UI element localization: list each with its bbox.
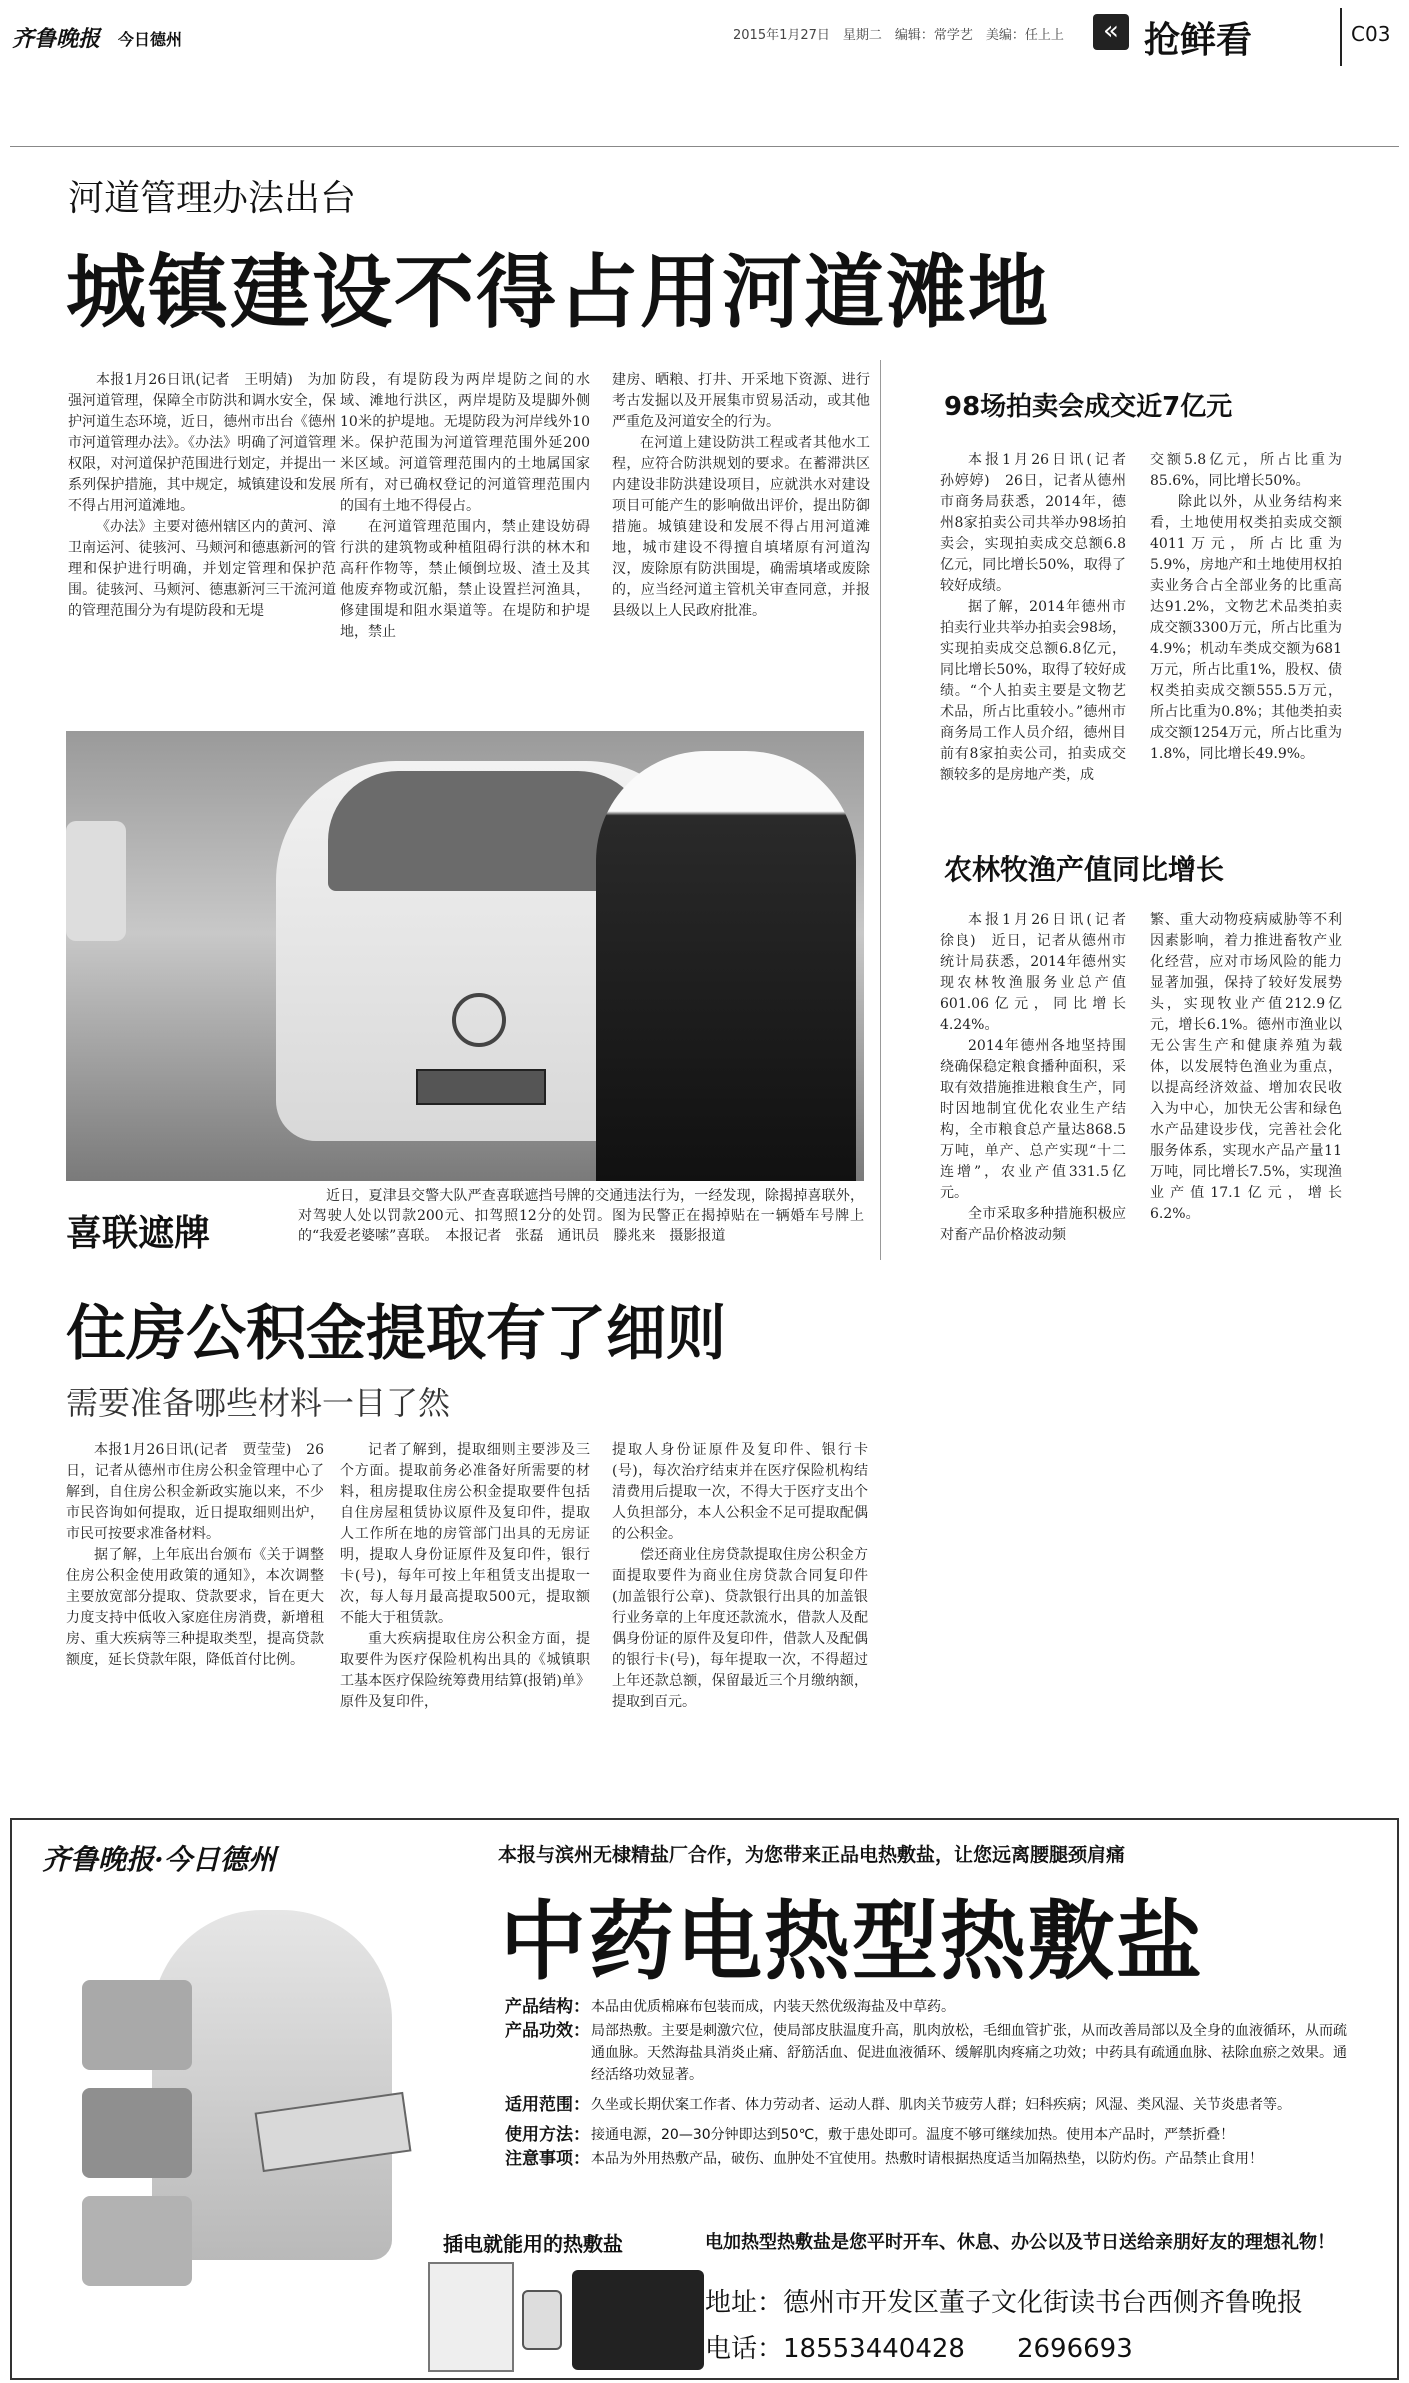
auction-col-2 — [1150, 450, 1342, 765]
date-line: 2015年1月27日 星期二 编辑：常学艺 美编：任上上 — [733, 28, 1064, 43]
spec-label: 使用方法： — [505, 2125, 590, 2145]
fund-headline: 住房公积金提取有了细则 — [66, 1299, 726, 1369]
agri-paragraph: 本报1月26日讯(记者 徐良) 近日，记者从德州市统计局获悉，2014年德州实现农林牧渔服务业总产值601.06亿元，同比增长4.24%。 — [940, 912, 1140, 1033]
plug-caption: 插电就能用的热敷盐 — [443, 2232, 623, 2256]
fund-paragraph: 记者了解到，提取细则主要涉及三个方面。提取前务必准备好所需要的材料，租房提取住房公积金提取要件包括自住房屋租赁协议原件及复印件，提取人工作所在地的房管部门出具的无房证明，提取人身份证原件及复印件，银行卡(号)，每年可按上年租赁支出提取一次，每人每月最高提取500元，提取额不能大于租赁款。 — [340, 1442, 590, 1626]
spec-text: 接通电源，20—30分钟即达到50℃，敷于患处即可。温度不够可继续加热。使用本产品时，严禁折叠！ — [591, 2127, 1235, 2143]
lead-col-3 — [612, 370, 870, 622]
lead-headline: 城镇建设不得占用河道滩地 — [66, 246, 1050, 339]
spec-row — [505, 2020, 1357, 2086]
spec-row — [505, 2094, 1357, 2116]
ad-address: 地址：德州市开发区董子文化街读书台西侧齐鲁晚报 — [705, 2288, 1304, 2318]
spec-row — [505, 2124, 1357, 2146]
ad-intro: 本报与滨州无棣精盐厂合作，为您带来正品电热敷盐，让您远离腰腿颈肩痛 — [498, 1844, 1126, 1866]
lead-col-2 — [340, 370, 590, 643]
spec-text: 久坐或长期伏案工作者、体力劳动者、运动人群、肌肉关节疲劳人群；妇科疾病；风湿、类风湿、关节炎患者等。 — [591, 2097, 1291, 2113]
header-divider — [1340, 8, 1342, 66]
fund-subhead: 需要准备哪些材料一目了然 — [66, 1384, 451, 1422]
power-controller — [522, 2290, 562, 2350]
left-car — [66, 821, 126, 941]
auction-paragraph: 交额5.8亿元，所占比重为85.6%，同比增长50%。 — [1150, 452, 1342, 489]
paper-logo: 齐鲁晚报 — [12, 26, 101, 52]
lead-kicker: 河道管理办法出台 — [68, 178, 357, 219]
spec-row — [505, 1996, 1357, 2018]
ad-thumb-back — [82, 2088, 192, 2178]
spec-text: 本品由优质棉麻布包装而成，内装天然优级海盐及中草药。 — [591, 1999, 955, 2015]
spec-text: 本品为外用热敷产品，破伤、血肿处不宜使用。热敷时请根据热度适当加隔热垫，以防灼伤。产品禁止食用！ — [591, 2151, 1263, 2167]
auction-paragraph: 除此以外，从业务结构来看，土地使用权类拍卖成交额4011万元，所占比重为5.9%，房地产和土地使用权拍卖业务合占全部业务的比重高达91.2%，文物艺术品类拍卖成交额3300万元，所占比重为4.9%；机动车类成交额为681万元，所占比重1%，股权、债权类拍卖成交额555.5万元，所占比重为0.8%；其他类拍卖成交额1254万元，所占比重为1.8%，同比增长49.9%。 — [1150, 494, 1342, 762]
section-name: 抢鲜看 — [1144, 20, 1253, 61]
auction-col-1 — [940, 450, 1140, 786]
spec-row — [505, 2148, 1357, 2170]
auction-headline: 98场拍卖会成交近7亿元 — [944, 392, 1233, 422]
fund-paragraph: 据了解，上年底出台颁布《关于调整住房公积金使用政策的通知》，本次调整主要放宽部分提取、贷款要求，旨在更大力度支持中低收入家庭住房消费，新增租房、重大疾病等三种提取类型，提高贷款额度，延长贷款年限，降低首付比例。 — [66, 1547, 324, 1668]
lead-paragraph: 在河道上建设防洪工程或者其他水工程，应符合防洪规划的要求。在蓄滞洪区内建设非防洪建设项目，应就洪水对建设项目可能产生的影响做出评价，提出防御措施。城镇建设和发展不得占用河道滩地，城市建设不得擅自填堵原有河道沟汊，废除原有防洪围堤，确需填堵或废除的，应当经河道主管机关审查同意，并报县级以上人民政府批准。 — [612, 435, 870, 619]
ad-title: 中药电热型热敷盐 — [500, 1892, 1204, 1992]
fund-col-1 — [66, 1440, 324, 1671]
auction-paragraph: 据了解，2014年德州市拍卖行业共举办拍卖会98场，实现拍卖成交总额6.8亿元，同比增长50%，取得了较好成绩。“个人拍卖主要是文物艺术品，所占比重较小。”德州市商务局工作人员介绍，德州目前有8家拍卖公司，拍卖成交额较多的是房地产类，成 — [940, 599, 1126, 783]
photo-title: 喜联遮牌 — [66, 1213, 211, 1254]
lead-paragraph: 在河道管理范围内，禁止建设妨碍行洪的建筑物或种植阻碍行洪的林木和高秆作物等，禁止倾倒垃圾、渣土及其他废弃物或沉船，禁止设置拦河渔具，修建围堤和阻水渠道等。在堤防和护堤地，禁止 — [340, 519, 590, 640]
ad-thumb-knee — [82, 1980, 192, 2070]
page-header — [0, 0, 1409, 70]
heat-pad — [572, 2270, 704, 2370]
fund-paragraph: 提取人身份证原件及复印件、银行卡(号)，每次治疗结束并在医疗保险机构结清费用后提取一次，不得大于医疗支出个人负担部分，本人公积金不足可提取配偶的公积金。 — [612, 1442, 868, 1542]
ad-brand: 齐鲁晚报·今日德州 — [42, 1843, 276, 1876]
spec-label: 产品功效： — [505, 2021, 590, 2041]
agri-col-1 — [940, 910, 1140, 1246]
agri-paragraph: 2014年德州各地坚持围绕确保稳定粮食播种面积，采取有效措施推进粮食生产，同时因地制宜优化农业生产结构，全市粮食总产量达868.5万吨，单产、总产实现“十二连增”，农业产值331.5亿元。 — [940, 1038, 1126, 1201]
photo-caption — [298, 1186, 864, 1246]
lead-paragraph: 建房、晒粮、打井、开采地下资源、进行考古发掘以及开展集市贸易活动，或其他严重危及河道安全的行为。 — [612, 372, 870, 430]
spec-text: 局部热敷。主要是刺激穴位，使局部皮肤温度升高，肌肉放松，毛细血管扩张，从而改善局部以及全身的血液循环，从而疏通血脉。天然海盐具消炎止痛、舒筋活血、促进血液循环、缓解肌肉疼痛之功效；中药具有疏通血脉、祛除血瘀之效果。通经活络功效显著。 — [591, 2023, 1347, 2083]
header-rule — [10, 146, 1399, 147]
lead-col-1 — [68, 370, 336, 622]
spec-label: 注意事项： — [505, 2149, 590, 2169]
agri-paragraph: 繁、重大动物疫病威胁等不利因素影响，着力推进畜牧产业化经营，应对市场风险的能力显著加强，保持了较好发展势头，实现牧业产值212.9亿元，增长6.1%。德州市渔业以无公害生产和健康养殖为载体，以发展特色渔业为重点，以提高经济效益、增加农民收入为中心，加快无公害和绿色水产品建设步伐，完善社会化服务体系，实现水产品产量11万吨，同比增长7.5%，实现渔业产值17.1亿元，增长6.2%。 — [1150, 912, 1342, 1222]
caption-text: 近日，夏津县交警大队严查喜联遮挡号牌的交通违法行为，一经发现，除揭掉喜联外，对驾驶人处以罚款200元、扣驾照12分的处罚。图为民警正在揭掉贴在一辆婚车号牌上的“我爱老婆嗦”喜联。 本报记者 张磊 通讯员 滕兆来 摄影报道 — [298, 1188, 864, 1244]
product-box — [428, 2262, 514, 2372]
fund-paragraph: 偿还商业住房贷款提取住房公积金方面提取要件为商业住房贷款合同复印件(加盖银行公章)、贷款银行出具的加盖银行业务章的上年度还款流水，借款人及配偶身份证的原件及复印件，借款人及配偶的银行卡(号)，每年提取一次，不得超过上年还款总额，保留最近三个月缴纳额，提取到百元。 — [612, 1547, 868, 1710]
spec-label: 适用范围： — [505, 2095, 590, 2115]
fund-col-2 — [340, 1440, 590, 1713]
news-photo — [66, 731, 864, 1181]
auction-paragraph: 本报1月26日讯(记者 孙婷婷) 26日，记者从德州市商务局获悉，2014年，德州8家拍卖公司共举办98场拍卖会，实现拍卖成交总额6.8亿元，同比增长50%，取得了较好成绩。 — [940, 452, 1140, 594]
advertisement — [10, 1818, 1399, 2380]
column-divider — [880, 360, 881, 1260]
ad-slogan: 电加热型热敷盐是您平时开车、休息、办公以及节日送给亲朋好友的理想礼物！ — [705, 2232, 1335, 2253]
fund-paragraph: 本报1月26日讯(记者 贾莹莹) 26日，记者从德州市住房公积金管理中心了解到，自住房公积金新政实施以来，不少市民咨询如何提取，近日提取细则出炉，市民可按要求准备材料。 — [66, 1442, 324, 1542]
spec-label: 产品结构： — [505, 1997, 590, 2017]
edition-name: 今日德州 — [118, 30, 183, 49]
lead-paragraph: 《办法》主要对德州辖区内的黄河、漳卫南运河、徒骇河、马颊河和德惠新河的管理和保护进行明确，并划定管理和保护范围。徒骇河、马颊河、德惠新河三干流河道的管理范围分为有堤防段和无堤 — [68, 519, 336, 619]
license-plate — [416, 1069, 546, 1105]
lead-paragraph: 防段，有堤防段为两岸堤防之间的水域、滩地行洪区，两岸堤防及堤脚外侧10米的护堤地。无堤防段为河岸线外10米。保护范围为河道管理范围外延200米区域。河道管理范围内的土地属国家所有，对已确权登记的河道管理范围内的国有土地不得侵占。 — [340, 372, 590, 514]
fund-col-3 — [612, 1440, 868, 1713]
fund-paragraph: 重大疾病提取住房公积金方面，提取要件为医疗保险机构出具的《城镇职工基本医疗保险统筹费用结算(报销)单》原件及复印件， — [340, 1631, 590, 1710]
lead-paragraph: 本报1月26日讯(记者 王明婧) 为加强河道管理，保障全市防洪和调水安全，保护河道生态环境，近日，德州市出台《德州市河道管理办法》。《办法》明确了河道管理权限，对河道保护范围进行划定，并提出一系列保护措施，其中规定，城镇建设和发展不得占用河道滩地。 — [68, 372, 336, 514]
car-emblem — [452, 993, 506, 1047]
agri-col-2 — [1150, 910, 1342, 1225]
section-icon: « — [1093, 14, 1129, 50]
ad-specs — [505, 1996, 1357, 2170]
agri-headline: 农林牧渔产值同比增长 — [944, 853, 1225, 886]
police-officer — [596, 751, 856, 1181]
ad-thumb-leg — [82, 2196, 192, 2286]
agri-paragraph: 全市采取多种措施积极应对畜产品价格波动频 — [940, 1206, 1126, 1243]
ad-phone: 电话：18553440428 2696693 — [705, 2334, 1133, 2364]
page-number: C03 — [1351, 22, 1391, 46]
